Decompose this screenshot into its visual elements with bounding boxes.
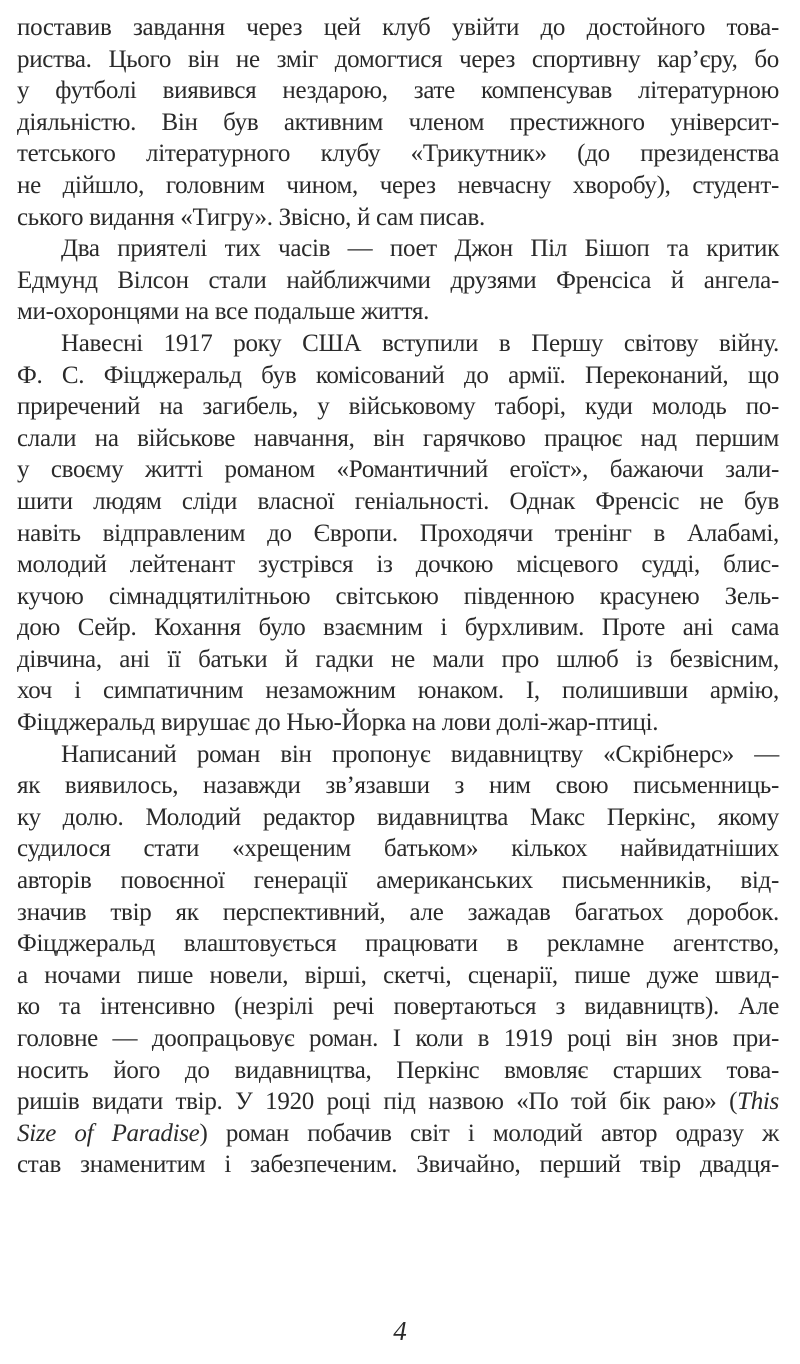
text-line xyxy=(17,1118,779,1150)
text-line: як виявилось, назавжди зв’язавши з ним свою письменниць- xyxy=(17,772,779,800)
text-line: тетського літературного клубу «Трикутник» (до президенства xyxy=(17,140,779,168)
text-line: молодий лейтенант зустрівся із дочкою місцевого судді, блис- xyxy=(17,551,779,579)
body-text xyxy=(17,12,779,1086)
text-line: значив твір як перспективний, але зажадав багатьох доробок. xyxy=(17,898,779,926)
text-line: навіть відправленим до Європи. Проходячи тренінг в Алабамі, xyxy=(17,519,779,547)
text-line: кучою сімнадцятилітньою світською південною красунею Зель- xyxy=(17,582,779,610)
text-line: Фіцджеральд влаштовується працювати в рекламне агентство, xyxy=(17,930,779,958)
text-run: ришів видати твір. У 1920 році під назвою «По той бік раю» ( xyxy=(17,1088,738,1116)
text-line: головне — доопрацьовує роман. І коли в 1919 році він знов при- xyxy=(17,1025,779,1052)
text-line: риства. Цього він не зміг домогтися через спортивну кар’єру, бо xyxy=(17,45,779,73)
text-line: ми-охоронцями на все подальше життя. xyxy=(17,298,430,326)
text-line: Фіцджеральд вирушає до Нью-Йорка на лови долі-жар-птиці. xyxy=(17,709,659,737)
text-line: слали на військове навчання, він гарячково працює над першим xyxy=(17,424,779,452)
text-line: приречений на загибель, у військовому таборі, куди молодь по- xyxy=(17,393,779,421)
text-line: став знаменитим і забезпеченим. Звичайно, перший твір двадця- xyxy=(17,1151,779,1179)
text-line: Ф. С. Фіцджеральд був комісований до армії. Переконаний, що xyxy=(17,361,779,389)
text-line: не дійшло, головним чином, через невчасну хворобу), студент- xyxy=(17,171,779,199)
text-line: ко та інтенсивно (незрілі речі повертаються з видавництв). Але xyxy=(17,993,779,1021)
text-line: у футболі виявився нездарою, зате компенсував літературною xyxy=(17,77,779,105)
text-line: дою Сейр. Кохання було взаємним і бурхливим. Проте ані сама xyxy=(17,614,779,642)
text-line: Едмунд Вілсон стали найближчими друзями Френсіса й ангела- xyxy=(17,266,779,294)
text-line: ку долю. Молодий редактор видавництва Макс Перкінс, якому xyxy=(17,803,779,831)
text-line: поставив завдання через цей клуб увійти до достойного това- xyxy=(17,14,779,41)
text-line: судилося стати «хрещеним батьком» кількох найвидатніших xyxy=(17,835,779,863)
text-line: а ночами пише новели, вірші, скетчі, сценарії, пише дуже швид- xyxy=(17,961,779,989)
document-page xyxy=(17,12,779,1181)
text-line: Навесні 1917 року США вступили в Першу світову війну. xyxy=(61,329,779,357)
text-line: у своєму житті романом «Романтичний егоїст», бажаючи зали- xyxy=(17,456,779,484)
italic-title-run: Size of Paradise xyxy=(17,1119,200,1147)
text-line: шити людям сліди власної геніальності. Однак Френсіс не був xyxy=(17,487,779,515)
italic-title-run: This xyxy=(737,1088,779,1116)
text-line: Два приятелі тих часів — поет Джон Піл Бішоп та критик xyxy=(61,235,779,263)
text-line: хоч і симпатичним незаможним юнаком. І, полишивши армію, xyxy=(17,677,779,705)
text-line: Написаний роман він пропонує видавництву «Скрібнерс» — xyxy=(61,740,779,768)
page-number: 4 xyxy=(393,1316,407,1346)
text-line: діяльністю. Він був активним членом престижного університ- xyxy=(17,108,779,136)
text-line: авторів повоєнної генерації американських письменників, від- xyxy=(17,867,779,895)
text-line: дівчина, ані її батьки й гадки не мали про шлюб із безвісним, xyxy=(17,645,779,673)
text-line: ського видання «Тигру». Звісно, й сам писав. xyxy=(17,203,485,231)
text-line: носить його до видавництва, Перкінс вмовляє старших това- xyxy=(17,1056,779,1084)
text-line xyxy=(17,1086,779,1118)
text-run: ) роман побачив світ і молодий автор одразу ж xyxy=(199,1119,779,1147)
